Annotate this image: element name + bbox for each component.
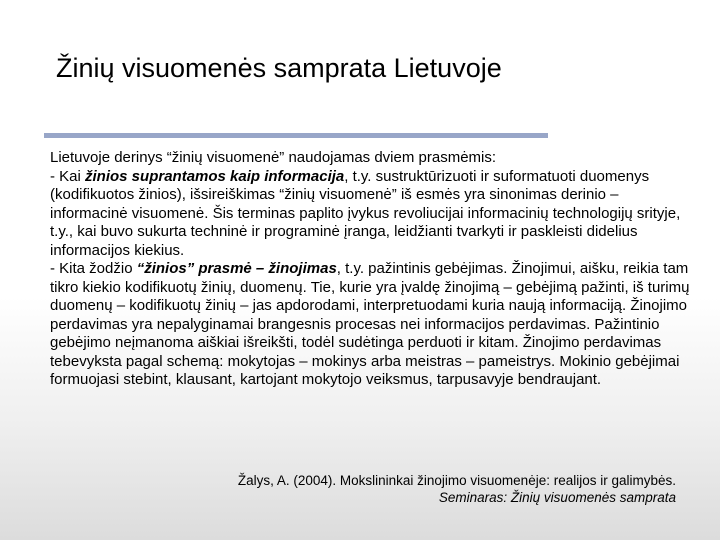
point-one-paragraph <box>50 168 690 261</box>
point-two-prefix: - Kita žodžio <box>50 260 137 277</box>
intro-paragraph: Lietuvoje derinys “žinių visuomenė” naudojamas dviem prasmėmis: <box>50 149 497 166</box>
citation-block <box>76 472 676 506</box>
title-underline <box>44 133 548 138</box>
point-one-prefix: - Kai <box>50 167 86 185</box>
point-two-text: , t.y. pažintinis gebėjimas. Žinojimui, aišku, reikia tam tikro kiekio kodifikuotų žinių, duomenų. Tie, kurie yra įvaldę žinojimą – gebėjimą pažinti, iš turimų duomenų – kodifikuotų žinių – jas apdorodami, interpretuodami kuria naują informaciją. Žinojimo perdavimas yra nepalyginamai brangesnis procesas nei informacijos perdavimas. Pažintinio gebėjimo neįmanoma aiškiai išreikšti, todėl sudėtinga perduoti ir kitam. Žinojimo perdavimas tebevyksta pagal schemą: mokytojas – mokinys arba meistras – pameistrys. Mokinio gebėjimai formuojasi stebint, klausant, kartojant mokytojo veiksmus, tarpusavyje bendraujant. <box>50 260 690 388</box>
slide-body <box>50 149 690 390</box>
point-one-emphasis: žinios suprantamos kaip informacija <box>85 167 345 185</box>
citation-seminar: Seminaras: Žinių visuomenės samprata <box>438 490 676 505</box>
point-two-paragraph <box>50 260 690 390</box>
slide-title: Žinių visuomenės samprata Lietuvoje <box>56 53 502 83</box>
point-two-emphasis: “žinios” prasmė – žinojimas <box>136 260 337 277</box>
citation-source: Žalys, A. (2004). Mokslininkai žinojimo visuomenėje: realijos ir galimybės. <box>237 473 676 488</box>
point-one-text: , t.y. sustruktūrizuoti ir suformatuoti duomenys (kodifikuotos žinios), išsireiškimas “žinių visuomenė” iš esmės yra sinonimas derinio – informacinė visuomenė. Šis terminas paplito įvykus revoliucijai informacinių technologijų srityje, t.y., kai buvo sukurta techninė ir programinė įranga, leidžianti tvarkyti ir paskleisti didelius informacijos kiekius. <box>50 167 681 259</box>
